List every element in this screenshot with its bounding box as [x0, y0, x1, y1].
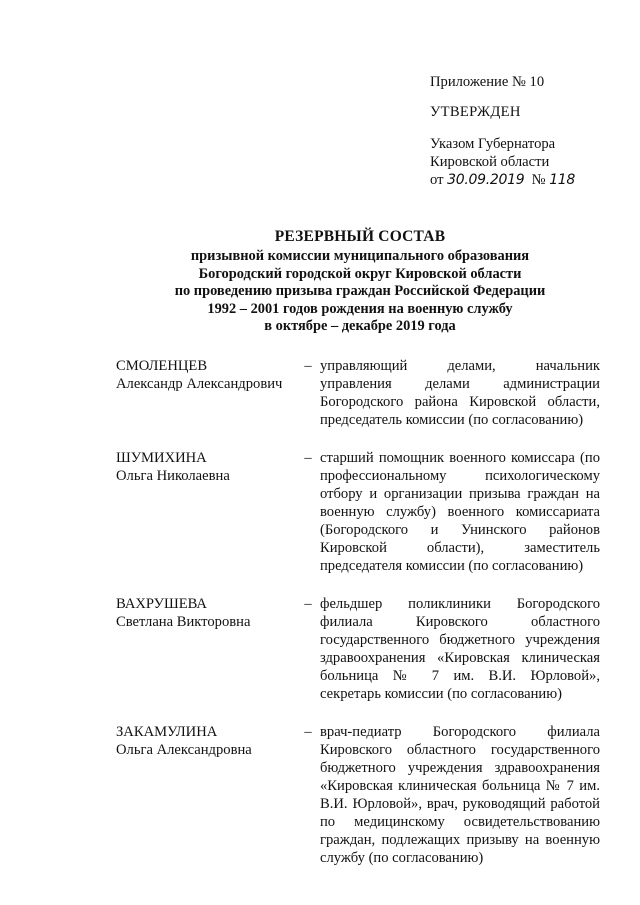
- member-entry: [116, 357, 600, 429]
- decree-line-1: Указом Губернатора: [430, 136, 556, 152]
- dash-separator: –: [304, 596, 312, 612]
- member-entry: [116, 723, 600, 867]
- member-list: [116, 357, 600, 887]
- member-name: [116, 595, 296, 703]
- handwritten-number: 118: [549, 172, 576, 188]
- member-entry: [116, 595, 600, 703]
- dash-separator: –: [304, 358, 312, 374]
- member-role: управляющий делами, начальник управления делами администрации Богородского района Кировской области, председатель комиссии (по согласованию): [320, 358, 600, 428]
- member-role: старший помощник военного комиссара (по профессиональному психологическому отбору и организации призыва граждан на военную службу) военного комиссариата (Богородского и Унинского районов Кировской области), заместитель председателя комиссии (по согласованию): [320, 450, 600, 574]
- member-surname: ВАХРУШЕВА: [116, 596, 207, 612]
- decree-line-2: Кировской области: [430, 154, 550, 170]
- title-main: РЕЗЕРВНЫЙ СОСТАВ: [274, 228, 446, 245]
- member-entry: [116, 449, 600, 575]
- decree-date-line: [430, 171, 630, 189]
- dash-separator: –: [304, 724, 312, 740]
- member-name: [116, 449, 296, 575]
- title-line: Богородский городской округ Кировской области: [198, 265, 522, 282]
- member-name: [116, 357, 296, 429]
- title-line: 1992 – 2001 годов рождения на военную службу: [207, 300, 513, 317]
- member-name: [116, 723, 296, 867]
- dash-separator: –: [304, 450, 312, 466]
- title-line: в октябре – декабре 2019 года: [264, 318, 456, 334]
- number-prefix: №: [531, 172, 546, 188]
- approval-header: [430, 73, 630, 189]
- title-line: по проведению призыва граждан Российской Федерации: [174, 283, 546, 299]
- document-title: [90, 228, 630, 336]
- title-line: призывной комиссии муниципального образования: [190, 248, 530, 264]
- handwritten-date: 30.09.2019: [447, 172, 525, 188]
- member-surname: СМОЛЕНЦЕВ: [116, 358, 208, 374]
- member-given-name: Ольга Александровна: [116, 742, 252, 758]
- member-role: врач-педиатр Богородского филиала Кировского областного государственного бюджетного учреждения здравоохранения «Кировская клиническая больница № 7 им. В.И. Юрловой», врач, руководящий работой по медицинскому освидетельствованию граждан, подлежащих призыву на военную службу (по согласованию): [320, 724, 600, 866]
- date-prefix: от: [430, 172, 444, 188]
- approved-label: УТВЕРЖДЕН: [430, 104, 521, 120]
- appendix-number: Приложение № 10: [430, 74, 545, 90]
- member-surname: ЗАКАМУЛИНА: [116, 724, 218, 740]
- member-surname: ШУМИХИНА: [116, 450, 207, 466]
- member-given-name: Ольга Николаевна: [116, 468, 230, 484]
- member-given-name: Светлана Викторовна: [116, 614, 251, 630]
- member-role: фельдшер поликлиники Богородского филиала Кировского областного государственного бюджетного учреждения здравоохранения «Кировская клиническая больница № 7 им. В.И. Юрловой», секретарь комиссии (по согласованию): [320, 596, 600, 702]
- member-given-name: Александр Александрович: [116, 376, 283, 392]
